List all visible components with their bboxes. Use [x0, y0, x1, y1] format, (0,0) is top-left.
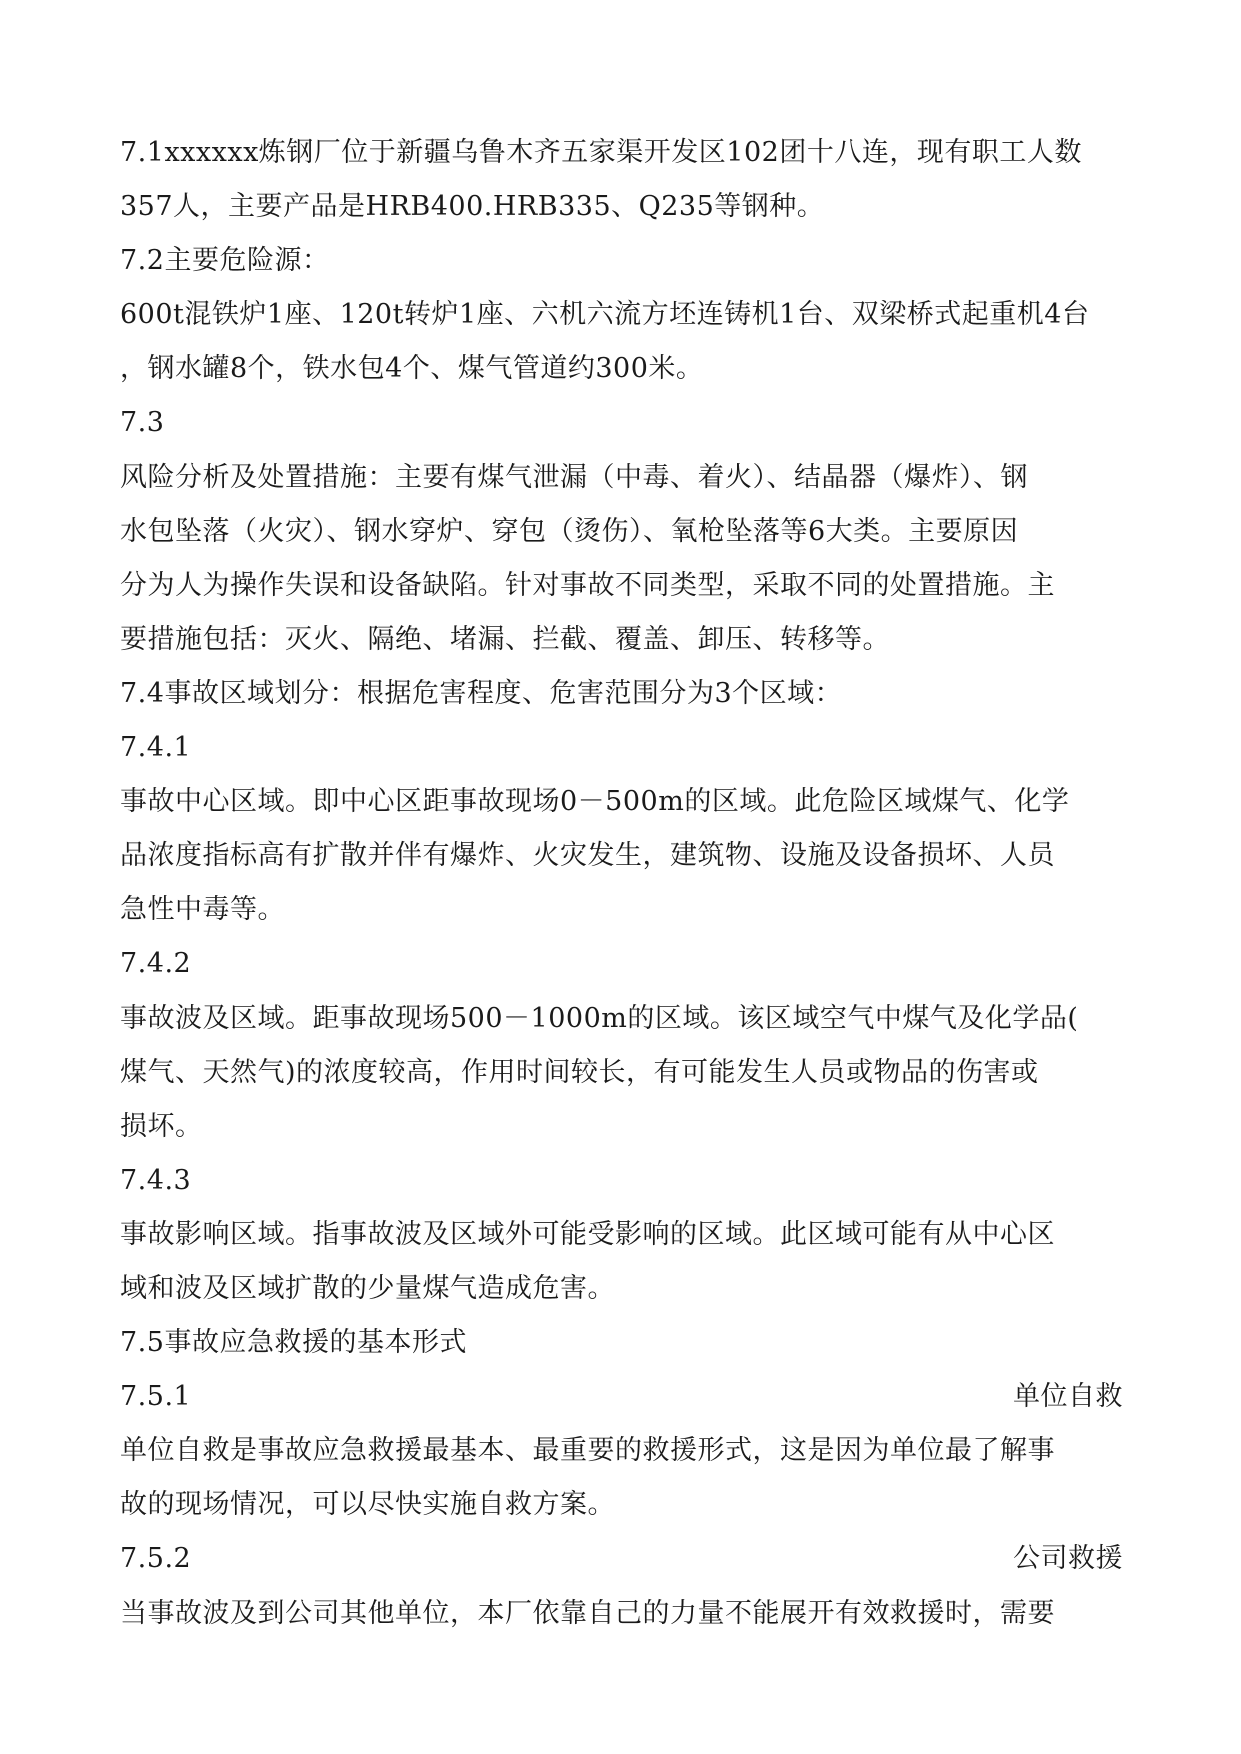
heading-number: 7.5.1 [120, 1381, 192, 1413]
text-line: 事故影响区域。指事故波及区域外可能受影响的区域。此区域可能有从中心区 [120, 1218, 1055, 1250]
text-line: 水包坠落（火灾）、钢水穿炉、穿包（烫伤）、氧枪坠落等6大类。主要原因 [120, 515, 1019, 547]
text-line: 7.1xxxxxx炼钢厂位于新疆乌鲁木齐五家渠开发区102团十八连，现有职工人数 [120, 137, 1082, 168]
text-line: 7.4事故区域划分：根据危害程度、危害范围分为3个区域： [120, 677, 843, 709]
text-line: 分为人为操作失误和设备缺陷。针对事故不同类型，采取不同的处置措施。主 [120, 569, 1055, 601]
text-line: 单位自救是事故应急救援最基本、最重要的救援形式，这是因为单位最了解事 [120, 1435, 1055, 1467]
text-line: 事故波及区域。距事故现场500－1000m的区域。该区域空气中煤气及化学品( [120, 1002, 1079, 1034]
text-line: 事故中心区域。即中心区距事故现场0－500m的区域。此危险区域煤气、化学 [120, 786, 1070, 818]
text-line: 当事故波及到公司其他单位，本厂依靠自己的力量不能展开有效救援时，需要 [120, 1597, 1055, 1629]
text-line: 故的现场情况，可以尽快实施自救方案。 [120, 1489, 615, 1521]
heading-7-5-1 [120, 1370, 1123, 1424]
text-line: 7.3 [120, 407, 165, 439]
text-line: 7.2主要危险源： [120, 245, 330, 277]
text-line: ，钢水罐8个，铁水包4个、煤气管道约300米。 [120, 353, 704, 385]
text-line: 急性中毒等。 [120, 894, 285, 926]
text-line: 600t混铁炉1座、120t转炉1座、六机六流方坯连铸机1台、双梁桥式起重机4台 [120, 299, 1090, 331]
heading-number: 7.5.2 [120, 1543, 192, 1575]
heading-title: 公司救援 [1013, 1543, 1123, 1575]
text-line: 损坏。 [120, 1110, 203, 1142]
heading-title: 单位自救 [1013, 1381, 1123, 1413]
text-line: 域和波及区域扩散的少量煤气造成危害。 [120, 1272, 615, 1304]
text-line: 7.4.2 [120, 948, 192, 980]
text-line: 煤气、天然气)的浓度较高，作用时间较长，有可能发生人员或物品的伤害或 [120, 1056, 1039, 1088]
text-line: 要措施包括：灭火、隔绝、堵漏、拦截、覆盖、卸压、转移等。 [120, 623, 890, 655]
text-line: 7.4.1 [120, 732, 192, 764]
text-line: 7.4.3 [120, 1164, 192, 1196]
text-line: 品浓度指标高有扩散并伴有爆炸、火灾发生，建筑物、设施及设备损坏、人员 [120, 840, 1055, 872]
text-line: 357人，主要产品是HRB400.HRB335、Q235等钢种。 [120, 191, 825, 223]
text-line: 风险分析及处置措施：主要有煤气泄漏（中毒、着火）、结晶器（爆炸）、钢 [120, 461, 1028, 493]
heading-7-5-2 [120, 1532, 1123, 1586]
text-line: 7.5事故应急救援的基本形式 [120, 1327, 467, 1359]
document-body [120, 126, 1123, 1641]
